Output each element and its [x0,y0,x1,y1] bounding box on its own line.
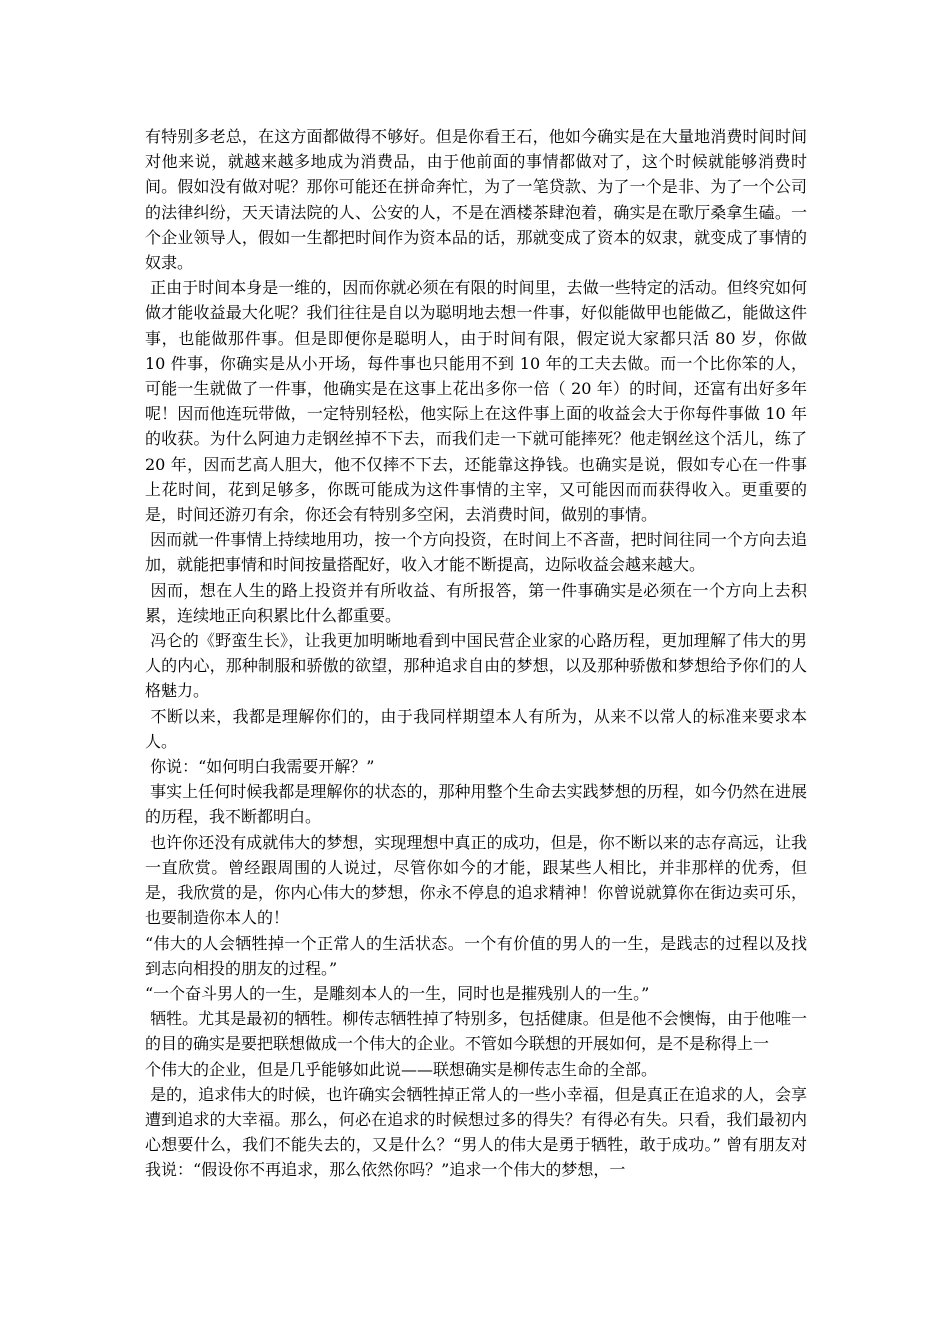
quote-paragraph: “一个奋斗男人的一生，是雕刻本人的一生，同时也是摧残别人的一生。” [145,983,650,1003]
paragraph: 个伟大的企业，但是几乎能够如此说——联想确实是柳传志生命的全部。 [145,1059,658,1079]
document-page [145,124,813,1183]
paragraph: 也许你还没有成就伟大的梦想，实现理想中真正的成功，但是，你不断以来的志存高远，让我一直欣赏。曾经跟周围的人说过，尽管你如今的才能，跟某些人相比，并非那样的优秀，但是，我欣赏的是，你内心伟大的梦想，你永不停息的追求精神！你曾说就算你在街边卖可乐，也要制造你本人的！ [145,832,807,928]
paragraph: 因而，想在人生的路上投资并有所收益、有所报答，第一件事确实是必须在一个方向上去积累，连续地正向积累比什么都重要。 [145,580,807,625]
paragraph: 冯仑的《野蛮生长》，让我更加明晰地看到中国民营企业家的心路历程，更加理解了伟大的男人的内心，那种制服和骄傲的欲望，那种追求自由的梦想，以及那种骄傲和梦想给予你们的人格魅力。 [145,631,807,701]
quote-paragraph: “伟大的人会牺牲掉一个正常人的生活状态。一个有价值的男人的一生，是践志的过程以及找到志向相投的朋友的过程。” [145,933,807,978]
paragraph: 你说：“如何明白我需要开解？” [145,757,375,777]
paragraph: 事实上任何时候我都是理解你的状态的，那种用整个生命去实践梦想的历程，如今仍然在进展的历程，我不断都明白。 [145,782,807,827]
paragraph: 牺牲。尤其是最初的牺牲。柳传志牺牲掉了特别多，包括健康。但是他不会懊悔，由于他唯一的目的确实是要把联想做成一个伟大的企业。不管如今联想的开展如何，是不是称得上一 [145,1009,807,1054]
paragraph: 正由于时间本身是一维的，因而你就必须在有限的时间里，去做一些特定的活动。但终究如何做才能收益最大化呢？我们往往是自以为聪明地去想一件事，好似能做甲也能做乙，能做这件事，也能做那件事。但是即便你是聪明人，由于时间有限，假定说大家都只活 80 岁，你做 10 件事，你确实是从小开场，每件事也只能用不到 10 年的工夫去做。而一个比你笨的人，可能一生就做了一件事，他确实是在这事上花出多你一倍（ 20 年）的时间，还富有出好多年呢！因而他连玩带做，一定特别轻松，他实际上在这件事上面的收益会大于你每件事做 10 年的收获。为什么阿迪力走钢丝掉不下去，而我们走一下就可能摔死？他走钢丝这个活儿，练了 20 年，因而艺高人胆大，他不仅摔不下去，还能靠这挣钱。也确实是说，假如专心在一件事上花时间，花到足够多，你既可能成为这件事情的主宰，又可能因而而获得收入。更重要的是，时间还游刃有余，你还会有特别多空闲，去消费时间，做别的事情。 [145,278,813,525]
paragraph: 因而就一件事情上持续地用功，按一个方向投资，在时间上不吝啬，把时间往同一个方向去追加，就能把事情和时间按量搭配好，收入才能不断提高，边际收益会越来越大。 [145,530,807,575]
paragraph: 不断以来，我都是理解你们的，由于我同样期望本人有所为，从来不以常人的标准来要求本人。 [145,706,807,751]
paragraph: 有特别多老总，在这方面都做得不够好。但是你看王石，他如今确实是在大量地消费时间时间对他来说，就越来越多地成为消费品，由于他前面的事情都做对了，这个时候就能够消费时间。假如没有做对呢？那你可能还在拼命奔忙，为了一笔贷款、为了一个是非、为了一个公司的法律纠纷，天天请法院的人、公安的人，不是在酒楼茶肆泡着，确实是在歌厅桑拿生磕。一个企业领导人，假如一生都把时间作为资本品的话，那就变成了资本的奴隶，就变成了事情的奴隶。 [145,127,807,273]
paragraph: 是的，追求伟大的时候，也许确实会牺牲掉正常人的一些小幸福，但是真正在追求的人，会享遭到追求的大幸福。那么，何必在追求的时候想过多的得失？有得必有失。只看，我们最初内心想要什么，我们不能失去的，又是什么？“男人的伟大是勇于牺牲，敢于成功。” 曾有朋友对我说：“假设你不再追求，那么依然你吗？”追求一个伟大的梦想，一 [145,1084,807,1180]
